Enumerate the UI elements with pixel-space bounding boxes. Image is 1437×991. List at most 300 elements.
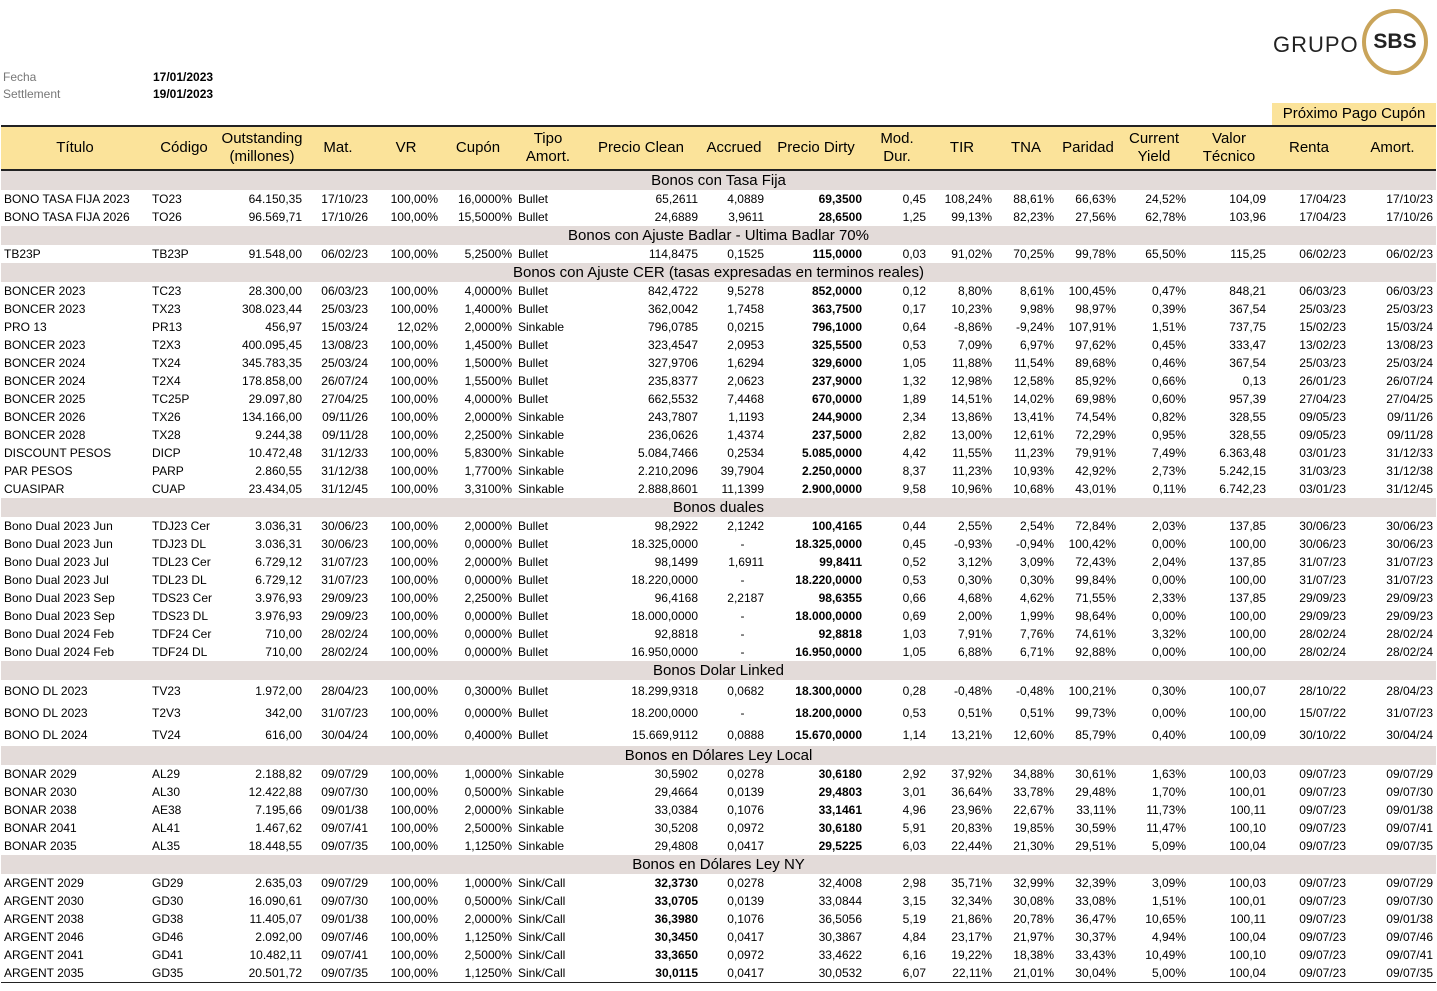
table-cell: 36,47% xyxy=(1075,912,1116,926)
table-cell: 6.363,48 xyxy=(1219,446,1266,460)
table-cell: 1,05 xyxy=(902,645,926,659)
table-cell: 31/12/33 xyxy=(321,446,368,460)
table-cell: 31/12/38 xyxy=(1386,464,1433,478)
table-cell: 100,00% xyxy=(390,446,438,460)
table-cell: 11,23% xyxy=(952,464,992,478)
table-cell: Bullet xyxy=(518,247,549,261)
table-cell: 100,00% xyxy=(390,645,438,659)
table-cell: 09/07/29 xyxy=(321,767,368,781)
table-cell: 7,4468 xyxy=(727,392,764,406)
table-cell: 85,79% xyxy=(1075,728,1116,742)
table-cell: 06/03/23 xyxy=(1299,284,1346,298)
table-cell: 18.000,0000 xyxy=(631,609,698,623)
table-cell: 100,00% xyxy=(390,803,438,817)
table-body xyxy=(1,170,1436,983)
table-cell: 30/06/23 xyxy=(321,537,368,551)
table-cell: 2.188,82 xyxy=(255,767,302,781)
table-cell: 100,45% xyxy=(1068,284,1116,298)
table-row xyxy=(1,408,1436,426)
brand-logo-text: SBS xyxy=(1373,30,1417,53)
table-row xyxy=(1,190,1436,208)
table-cell: 2,2500% xyxy=(464,591,512,605)
table-cell: 99,73% xyxy=(1075,706,1116,720)
table-cell: BONCER 2025 xyxy=(4,392,86,406)
table-cell: 100,4165 xyxy=(811,519,862,533)
table-cell: 323,4547 xyxy=(647,338,698,352)
table-cell: 18.325,0000 xyxy=(631,537,698,551)
table-cell: 96.569,71 xyxy=(248,210,302,224)
table-cell: 2,2500% xyxy=(464,428,512,442)
table-cell: 03/01/23 xyxy=(1299,482,1346,496)
table-cell: 10,68% xyxy=(1013,482,1054,496)
table-cell: 100,00% xyxy=(390,555,438,569)
table-cell: 1,89 xyxy=(902,392,926,406)
table-cell: 4,42 xyxy=(902,446,926,460)
table-cell: BONO DL 2024 xyxy=(4,728,88,742)
table-cell: GD41 xyxy=(152,948,184,962)
table-cell: T2X4 xyxy=(152,374,181,388)
table-row xyxy=(1,354,1436,372)
table-cell: 15,5000% xyxy=(457,210,512,224)
table-cell: Sink/Call xyxy=(518,894,566,908)
table-cell: 1,05 xyxy=(902,356,926,370)
table-cell: BONO TASA FIJA 2023 xyxy=(4,192,130,206)
column-header: Mod. Dur. xyxy=(865,126,929,170)
table-cell: 3,12% xyxy=(957,555,992,569)
table-cell: 29,51% xyxy=(1075,839,1116,853)
table-cell: 99,8411 xyxy=(819,555,862,569)
table-row xyxy=(1,928,1436,946)
table-cell: 30,04% xyxy=(1057,964,1119,983)
table-cell: 31/07/23 xyxy=(321,706,368,720)
table-cell: 2,0623 xyxy=(727,374,764,388)
table-cell: 30,0532 xyxy=(767,964,865,983)
table-cell: ARGENT 2030 xyxy=(4,894,84,908)
table-cell: 2,0000% xyxy=(464,519,512,533)
table-cell: 3,15 xyxy=(902,894,926,908)
table-cell: 0,82% xyxy=(1151,410,1186,424)
section-title: Bonos Dolar Linked xyxy=(1,661,1436,680)
table-row xyxy=(1,837,1436,855)
table-cell: Bono Dual 2023 Sep xyxy=(4,609,115,623)
table-cell: 6,07 xyxy=(865,964,929,983)
table-cell: 21,86% xyxy=(951,912,992,926)
table-cell: 100,11 xyxy=(1230,803,1266,817)
table-cell: 100,00% xyxy=(390,284,438,298)
table-cell: 9,98% xyxy=(1019,302,1054,316)
table-cell: Bullet xyxy=(518,627,549,641)
table-cell: 06/02/23 xyxy=(321,247,368,261)
table-cell: 09/07/23 xyxy=(1299,839,1346,853)
table-cell: 31/07/23 xyxy=(1386,706,1433,720)
table-cell: 100,00% xyxy=(390,839,438,853)
table-row xyxy=(1,702,1436,724)
table-cell: 3,01 xyxy=(902,785,926,799)
table-cell: -0,94% xyxy=(1015,537,1054,551)
table-cell: 17/10/26 xyxy=(321,210,368,224)
table-cell: 30,3867 xyxy=(818,930,862,944)
table-cell: 32,3730 xyxy=(654,876,698,890)
table-cell: 0,0000% xyxy=(464,645,512,659)
table-cell: 09/11/28 xyxy=(1387,428,1433,442)
table-row xyxy=(1,517,1436,535)
table-cell: 25/03/23 xyxy=(1299,302,1346,316)
table-row xyxy=(1,480,1436,498)
table-cell: 62,78% xyxy=(1145,210,1186,224)
table-cell: 29,4803 xyxy=(818,785,862,799)
table-cell: 327,9706 xyxy=(647,356,698,370)
table-cell: TDF24 DL xyxy=(152,645,208,659)
table-cell: 09/07/29 xyxy=(321,876,368,890)
table-cell: 09/07/30 xyxy=(321,894,368,908)
table-cell: -0,48% xyxy=(1015,684,1054,698)
table-cell: 66,63% xyxy=(1075,192,1116,206)
table-cell: 65,50% xyxy=(1145,247,1186,261)
table-cell: 1,25 xyxy=(902,210,926,224)
table-cell: Bullet xyxy=(518,706,549,720)
table-cell: 0,64 xyxy=(902,320,926,334)
table-cell: 0,00% xyxy=(1151,573,1186,587)
table-cell: 0,0417 xyxy=(727,839,764,853)
table-cell: 325,5500 xyxy=(811,338,862,352)
table-cell: CUASIPAR xyxy=(4,482,65,496)
table-cell: 33,4622 xyxy=(818,948,862,962)
table-cell: 09/07/46 xyxy=(321,930,368,944)
table-cell: 09/07/35 xyxy=(1386,839,1433,853)
table-cell: 72,29% xyxy=(1075,428,1116,442)
table-cell: PARP xyxy=(152,464,184,478)
table-cell: 31/03/23 xyxy=(1299,464,1346,478)
table-header-row xyxy=(1,126,1436,170)
table-cell: 0,00% xyxy=(1151,645,1186,659)
table-cell: 25/03/23 xyxy=(1299,356,1346,370)
table-cell: 0,0417 xyxy=(727,930,764,944)
table-cell: Bullet xyxy=(518,192,549,206)
table-cell: 18.299,9318 xyxy=(631,684,698,698)
table-cell: 30,5902 xyxy=(654,767,698,781)
table-cell: Sinkable xyxy=(518,464,565,478)
table-cell: 20.501,72 xyxy=(219,964,305,983)
table-cell: 662,5532 xyxy=(647,392,698,406)
table-cell: 14,02% xyxy=(1013,392,1054,406)
table-cell: 2,04% xyxy=(1151,555,1186,569)
table-cell: Bullet xyxy=(518,555,549,569)
table-cell: 36,5056 xyxy=(818,912,862,926)
table-cell: 0,66% xyxy=(1151,374,1186,388)
table-cell: GD30 xyxy=(152,894,184,908)
table-cell: Bono Dual 2024 Feb xyxy=(4,627,115,641)
table-cell: Sinkable xyxy=(518,446,565,460)
table-cell: 6,03 xyxy=(902,839,926,853)
table-cell: 79,91% xyxy=(1075,446,1116,460)
section-title: Bonos con Ajuste Badlar - Ultima Badlar 70% xyxy=(1,226,1436,245)
table-cell: 09/07/23 xyxy=(1299,930,1346,944)
table-row xyxy=(1,571,1436,589)
column-header: Paridad xyxy=(1057,126,1119,170)
table-cell: 100,00% xyxy=(390,247,438,261)
table-cell: 100,01 xyxy=(1229,894,1266,908)
table-cell: 7,91% xyxy=(957,627,992,641)
table-cell: 3,9611 xyxy=(728,210,764,224)
table-cell: 09/07/23 xyxy=(1299,821,1346,835)
table-cell: 09/07/23 xyxy=(1299,876,1346,890)
table-cell: 7,76% xyxy=(1019,627,1054,641)
table-cell: Bullet xyxy=(518,374,549,388)
table-cell: 100,00% xyxy=(390,876,438,890)
table-cell: 5,8300% xyxy=(464,446,512,460)
table-cell: 22,44% xyxy=(951,839,992,853)
table-cell: 7,09% xyxy=(957,338,992,352)
table-cell: 18.200,0000 xyxy=(795,706,862,720)
table-cell: 32,99% xyxy=(1013,876,1054,890)
table-cell: 710,00 xyxy=(265,645,302,659)
table-cell: 115,0000 xyxy=(812,247,862,261)
table-cell: 09/07/23 xyxy=(1299,948,1346,962)
table-cell: 98,1499 xyxy=(654,555,698,569)
table-cell: 10,96% xyxy=(951,482,992,496)
table-cell: 2.250,0000 xyxy=(801,464,862,478)
table-cell: 25/03/24 xyxy=(1386,356,1433,370)
table-cell: 0,45 xyxy=(902,192,926,206)
table-cell: 9.244,38 xyxy=(255,428,302,442)
table-cell: 1,1250% xyxy=(464,839,512,853)
table-cell: 09/05/23 xyxy=(1299,428,1346,442)
table-cell: 09/07/41 xyxy=(321,948,368,962)
table-cell: 28/04/23 xyxy=(1386,684,1433,698)
table-cell: GD38 xyxy=(152,912,184,926)
table-cell: 30,59% xyxy=(1075,821,1116,835)
table-cell: 100,00% xyxy=(390,338,438,352)
table-cell: 29/09/23 xyxy=(1386,609,1433,623)
table-cell: 16.950,0000 xyxy=(631,645,698,659)
table-cell: 09/07/29 xyxy=(1386,876,1433,890)
fecha-value: 17/01/2023 xyxy=(153,70,214,84)
table-cell: 2,73% xyxy=(1151,464,1186,478)
table-cell: 0,52 xyxy=(902,555,926,569)
table-cell: 100,00 xyxy=(1229,706,1266,720)
table-cell: 1,03 xyxy=(902,627,926,641)
table-cell: - xyxy=(740,645,745,659)
table-cell: 0,53 xyxy=(902,573,926,587)
table-cell: TV24 xyxy=(152,728,181,742)
table-cell: 2.635,03 xyxy=(255,876,302,890)
table-cell: 0,0139 xyxy=(727,894,764,908)
table-cell: 99,78% xyxy=(1075,247,1116,261)
table-cell: 2,55% xyxy=(957,519,992,533)
table-cell: 5,91 xyxy=(902,821,926,835)
table-cell: 19,22% xyxy=(951,948,992,962)
table-row xyxy=(1,819,1436,837)
table-cell: 3,32% xyxy=(1151,627,1186,641)
table-cell: 09/05/23 xyxy=(1299,410,1346,424)
table-cell: 24,6889 xyxy=(654,210,698,224)
table-cell: 20,83% xyxy=(951,821,992,835)
table-cell: 13/08/23 xyxy=(321,338,368,352)
table-cell: BONCER 2023 xyxy=(4,284,86,298)
table-cell: Bullet xyxy=(518,302,549,316)
table-cell: 235,8377 xyxy=(647,374,698,388)
table-cell: 0,0278 xyxy=(727,876,764,890)
table-cell: 104,09 xyxy=(1229,192,1266,206)
table-row xyxy=(1,589,1436,607)
column-header: Amort. xyxy=(1349,126,1436,170)
table-cell: PR13 xyxy=(152,320,183,334)
table-cell: 1,6911 xyxy=(728,555,764,569)
table-cell: TDS23 Cer xyxy=(152,591,213,605)
table-cell: 4,94% xyxy=(1151,930,1186,944)
table-cell: AL29 xyxy=(152,767,181,781)
table-cell: 5.085,0000 xyxy=(801,446,862,460)
table-cell: 4,84 xyxy=(902,930,926,944)
table-row xyxy=(1,607,1436,625)
table-cell: 100,00% xyxy=(390,785,438,799)
table-cell: BONAR 2035 xyxy=(4,839,77,853)
table-cell: Bullet xyxy=(518,573,549,587)
table-cell: 100,00 xyxy=(1229,627,1266,641)
table-cell: 710,00 xyxy=(265,627,302,641)
table-cell: 6,71% xyxy=(1019,645,1054,659)
table-cell: 1,4500% xyxy=(464,338,512,352)
table-cell: 15/07/22 xyxy=(1299,706,1346,720)
table-cell: 0,28 xyxy=(902,684,926,698)
table-row xyxy=(1,462,1436,480)
table-cell: Bullet xyxy=(518,591,549,605)
table-cell: 74,54% xyxy=(1075,410,1116,424)
column-header: Mat. xyxy=(305,126,371,170)
table-cell: 09/01/38 xyxy=(321,803,368,817)
table-cell: Sinkable xyxy=(518,410,565,424)
table-cell: 09/07/46 xyxy=(1386,930,1433,944)
table-cell: 29,5225 xyxy=(818,839,862,853)
table-cell: 328,55 xyxy=(1229,428,1266,442)
table-cell: 1,5500% xyxy=(464,374,512,388)
table-cell: 11,47% xyxy=(1146,821,1186,835)
table-cell: 10,23% xyxy=(951,302,992,316)
table-cell: 30,5208 xyxy=(654,821,698,835)
table-cell: 2,54% xyxy=(1019,519,1054,533)
table-cell: 09/07/30 xyxy=(1386,894,1433,908)
table-cell: 0,4000% xyxy=(464,728,512,742)
table-cell: 670,0000 xyxy=(811,392,862,406)
table-cell: 28/02/24 xyxy=(1386,645,1433,659)
table-cell: AE38 xyxy=(152,803,182,817)
table-cell: 26/01/23 xyxy=(1299,374,1346,388)
table-cell: TDS23 DL xyxy=(152,609,209,623)
table-cell: 11,55% xyxy=(952,446,992,460)
table-cell: 29/09/23 xyxy=(321,609,368,623)
table-cell: 30,61% xyxy=(1075,767,1116,781)
table-cell: 243,7807 xyxy=(647,410,698,424)
table-cell: 29/09/23 xyxy=(1299,591,1346,605)
table-cell: 0,45% xyxy=(1151,338,1186,352)
table-cell: AL35 xyxy=(152,839,181,853)
table-cell: 10,65% xyxy=(1145,912,1186,926)
table-cell: 18.300,0000 xyxy=(795,684,862,698)
table-cell: 107,91% xyxy=(1068,320,1116,334)
table-cell: 10,49% xyxy=(1145,948,1186,962)
table-cell: 100,00 xyxy=(1229,645,1266,659)
table-cell: 100,21% xyxy=(1068,684,1116,698)
table-cell: 103,96 xyxy=(1229,210,1266,224)
table-cell: 36,64% xyxy=(951,785,992,799)
table-cell: 362,0042 xyxy=(647,302,698,316)
table-cell: 0,3000% xyxy=(464,684,512,698)
table-cell: TX23 xyxy=(152,302,181,316)
table-cell: 29,4808 xyxy=(654,839,698,853)
table-cell: 23.434,05 xyxy=(248,482,302,496)
table-cell: 28/02/24 xyxy=(321,627,368,641)
table-cell: 0,30% xyxy=(1019,573,1054,587)
table-cell: Bono Dual 2023 Jun xyxy=(4,537,113,551)
table-cell: Bono Dual 2023 Jun xyxy=(4,519,113,533)
table-cell: 3.036,31 xyxy=(255,537,302,551)
table-cell: Sinkable xyxy=(518,803,565,817)
table-cell: 11,73% xyxy=(1146,803,1186,817)
table-cell: 70,25% xyxy=(1013,247,1054,261)
column-header: Título xyxy=(1,126,149,170)
table-cell: ARGENT 2041 xyxy=(4,948,84,962)
column-header: Accrued xyxy=(701,126,767,170)
table-cell: BONO TASA FIJA 2026 xyxy=(4,210,130,224)
table-cell: Sinkable xyxy=(518,785,565,799)
table-cell: 796,0785 xyxy=(647,320,698,334)
table-cell: Bullet xyxy=(518,645,549,659)
table-cell: 17/10/26 xyxy=(1386,210,1433,224)
table-cell: 37,92% xyxy=(951,767,992,781)
table-cell: 28/10/22 xyxy=(1299,684,1346,698)
table-cell: 2,03% xyxy=(1151,519,1186,533)
table-cell: 100,04 xyxy=(1229,839,1266,853)
table-cell: 1,70% xyxy=(1151,785,1186,799)
table-cell: 0,44 xyxy=(902,519,926,533)
table-cell: 6.729,12 xyxy=(255,555,302,569)
table-cell: 1,51% xyxy=(1151,320,1186,334)
table-cell: ARGENT 2038 xyxy=(4,912,84,926)
table-cell: 0,0972 xyxy=(727,821,764,835)
table-cell: 28.300,00 xyxy=(248,284,302,298)
table-cell: 31/12/33 xyxy=(1386,446,1433,460)
table-cell: 30,6180 xyxy=(818,821,862,835)
section-title: Bonos en Dólares Ley Local xyxy=(1,746,1436,765)
table-cell: 100,04 xyxy=(1189,964,1269,983)
table-row xyxy=(1,426,1436,444)
section-title: Bonos con Ajuste CER (tasas expresadas en terminos reales) xyxy=(1,263,1436,282)
table-cell: 33,0844 xyxy=(818,894,862,908)
table-cell: 0,0682 xyxy=(727,684,764,698)
table-cell: ARGENT 2035 xyxy=(1,964,149,983)
table-cell: 13/08/23 xyxy=(1386,338,1433,352)
table-cell: 30/06/23 xyxy=(1386,537,1433,551)
table-cell: Sink/Call xyxy=(515,964,581,983)
table-cell: 237,9000 xyxy=(811,374,862,388)
table-cell: Sinkable xyxy=(518,482,565,496)
table-cell: 18.448,55 xyxy=(248,839,302,853)
table-cell: 100,00% xyxy=(390,948,438,962)
table-cell: 100,10 xyxy=(1229,948,1266,962)
table-cell: 100,00% xyxy=(390,591,438,605)
table-cell: TDF24 Cer xyxy=(152,627,212,641)
section-header-row xyxy=(1,746,1436,765)
table-cell: BONCER 2026 xyxy=(4,410,86,424)
table-cell: 42,92% xyxy=(1075,464,1116,478)
table-cell: T2V3 xyxy=(152,706,181,720)
table-cell: 33,3650 xyxy=(654,948,698,962)
section-header-row xyxy=(1,170,1436,190)
table-cell: 31/07/23 xyxy=(321,555,368,569)
table-row xyxy=(1,765,1436,783)
table-cell: 0,0000% xyxy=(464,627,512,641)
table-cell: 100,00% xyxy=(390,482,438,496)
